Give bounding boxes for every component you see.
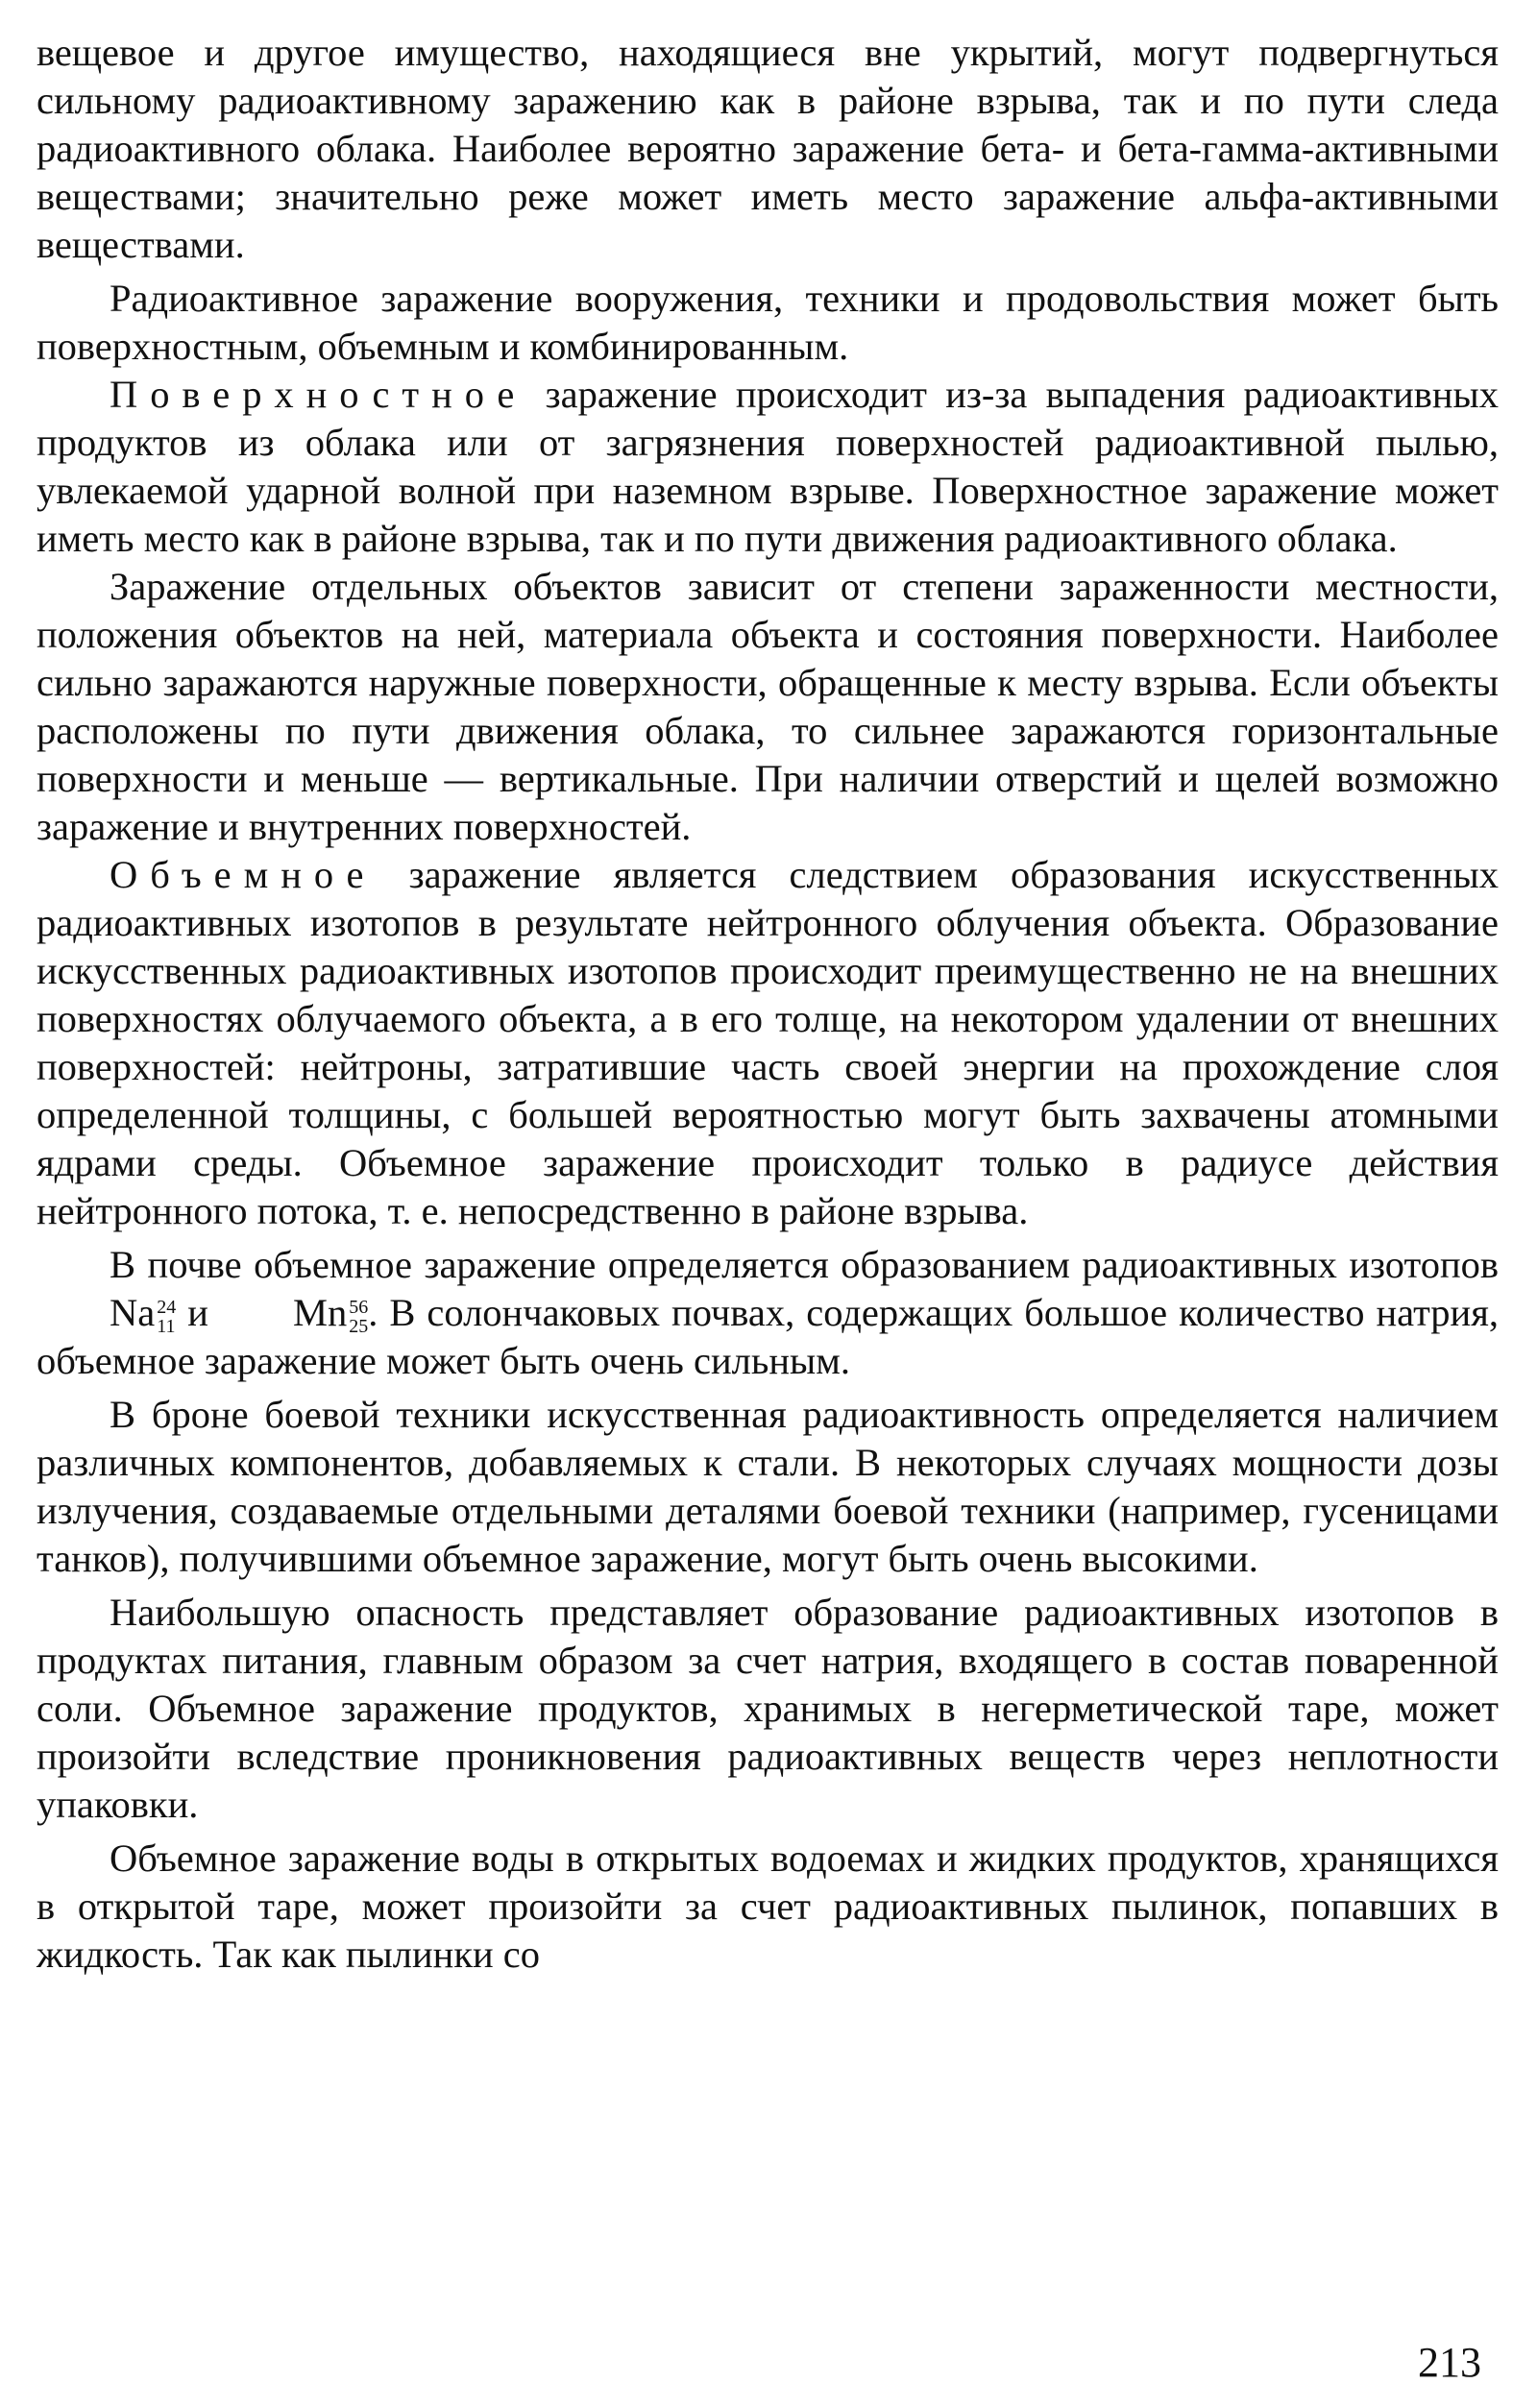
paragraph-2: Радиоактивное заражение вооружения, техники и продовольствия может быть поверхностным, объемным и комбинированным. [37, 277, 1499, 368]
paragraph-3-text: заражение происходит из-за выпадения радиоактивных продуктов из облака или от загрязнения поверхностей радиоактивной пылью, увлекаемой ударной волной при наземном взрыве. Поверхностное заражение может иметь место как в районе взрыва, так и по пути движения радиоактивного облака. [37, 373, 1499, 560]
paragraph-6-part1: В почве объемное заражение определяется образованием радиоактивных изотопов [110, 1243, 1499, 1286]
term-surface: Поверхностное [110, 373, 527, 416]
paragraph-5-text: заражение является следствием образования искусственных радиоактивных изотопов в результате нейтронного облучения объекта. Образование искусственных радиоактивных изотопов происходит преимущественно не на внешних поверхностях облучаемого объекта, а в его толще, на некотором удалении от внешних поверхностей: нейтроны, затратившие часть своей энергии на прохождение слоя определенной толщины, с большей вероятностью могут быть захвачены атомными ядрами среды. Объемное заражение происходит только в радиусе действия нейтронного потока, т. е. непосредственно в районе взрыва. [37, 853, 1499, 1232]
paragraph-7: В броне боевой техники искусственная радиоактивность определяется наличием различных компонентов, добавляемых к стали. В некоторых случаях мощности дозы излучения, создаваемые отдельными деталями боевой техники (например, гусеницами танков), получившими объемное заражение, могут быть очень высокими. [37, 1393, 1499, 1580]
term-volume: Объемное [110, 853, 377, 896]
page-body [37, 29, 1499, 2392]
paragraph-9: Объемное заражение воды в открытых водоемах и жидких продуктов, хранящихся в открытой таре, может произойти за счет радиоактивных пылинок, попавших в жидкость. Так как пылинки со [37, 1836, 1499, 1976]
paragraph-8: Наибольшую опасность представляет образование радиоактивных изотопов в продуктах питания, главным образом за счет натрия, входящего в состав поваренной соли. Объемное заражение продуктов, хранимых в негерметической таре, может произойти вследствие проникновения радиоактивных веществ через неплотности упаковки. [37, 1591, 1499, 1826]
paragraph-6-part2: и [176, 1291, 220, 1334]
isotope-manganese [220, 1289, 368, 1337]
isotope-sodium-number: 11 [157, 1315, 176, 1337]
paragraph-4: Заражение отдельных объектов зависит от степени зараженности местности, положения объектов на ней, материала объекта и состояния поверхности. Наиболее сильно заражаются наружные поверхности, обращенные к месту взрыва. Если объекты расположены по пути движения облака, то сильнее заражаются горизонтальные поверхности и меньше — вертикальные. При наличии отверстий и щелей возможно заражение и внутренних поверхностей. [37, 565, 1499, 848]
isotope-manganese-number: 25 [349, 1315, 369, 1337]
paragraph-3 [37, 371, 1499, 563]
paragraph-5 [37, 851, 1499, 1235]
paragraph-6 [37, 1241, 1499, 1385]
isotope-manganese-symbol: Mn [292, 1291, 348, 1334]
isotope-sodium-symbol: Na [110, 1291, 156, 1334]
isotope-sodium [37, 1289, 176, 1337]
page-number: 213 [1418, 2339, 1481, 2386]
isotope-manganese-mass: 56 [349, 1296, 369, 1318]
isotope-sodium-mass: 24 [157, 1296, 177, 1318]
paragraph-6-part3: . В солончаковых почвах, содержащих большое количество натрия, объемное заражение может быть очень сильным. [37, 1291, 1499, 1382]
paragraph-1: вещевое и другое имущество, находящиеся вне укрытий, могут подвергнуться сильному радиоактивному заражению как в районе взрыва, так и по пути следа радиоактивного облака. Наиболее вероятно заражение бета- и бета-гамма-активными веществами; значительно реже может иметь место заражение альфа-активными веществами. [37, 31, 1499, 266]
